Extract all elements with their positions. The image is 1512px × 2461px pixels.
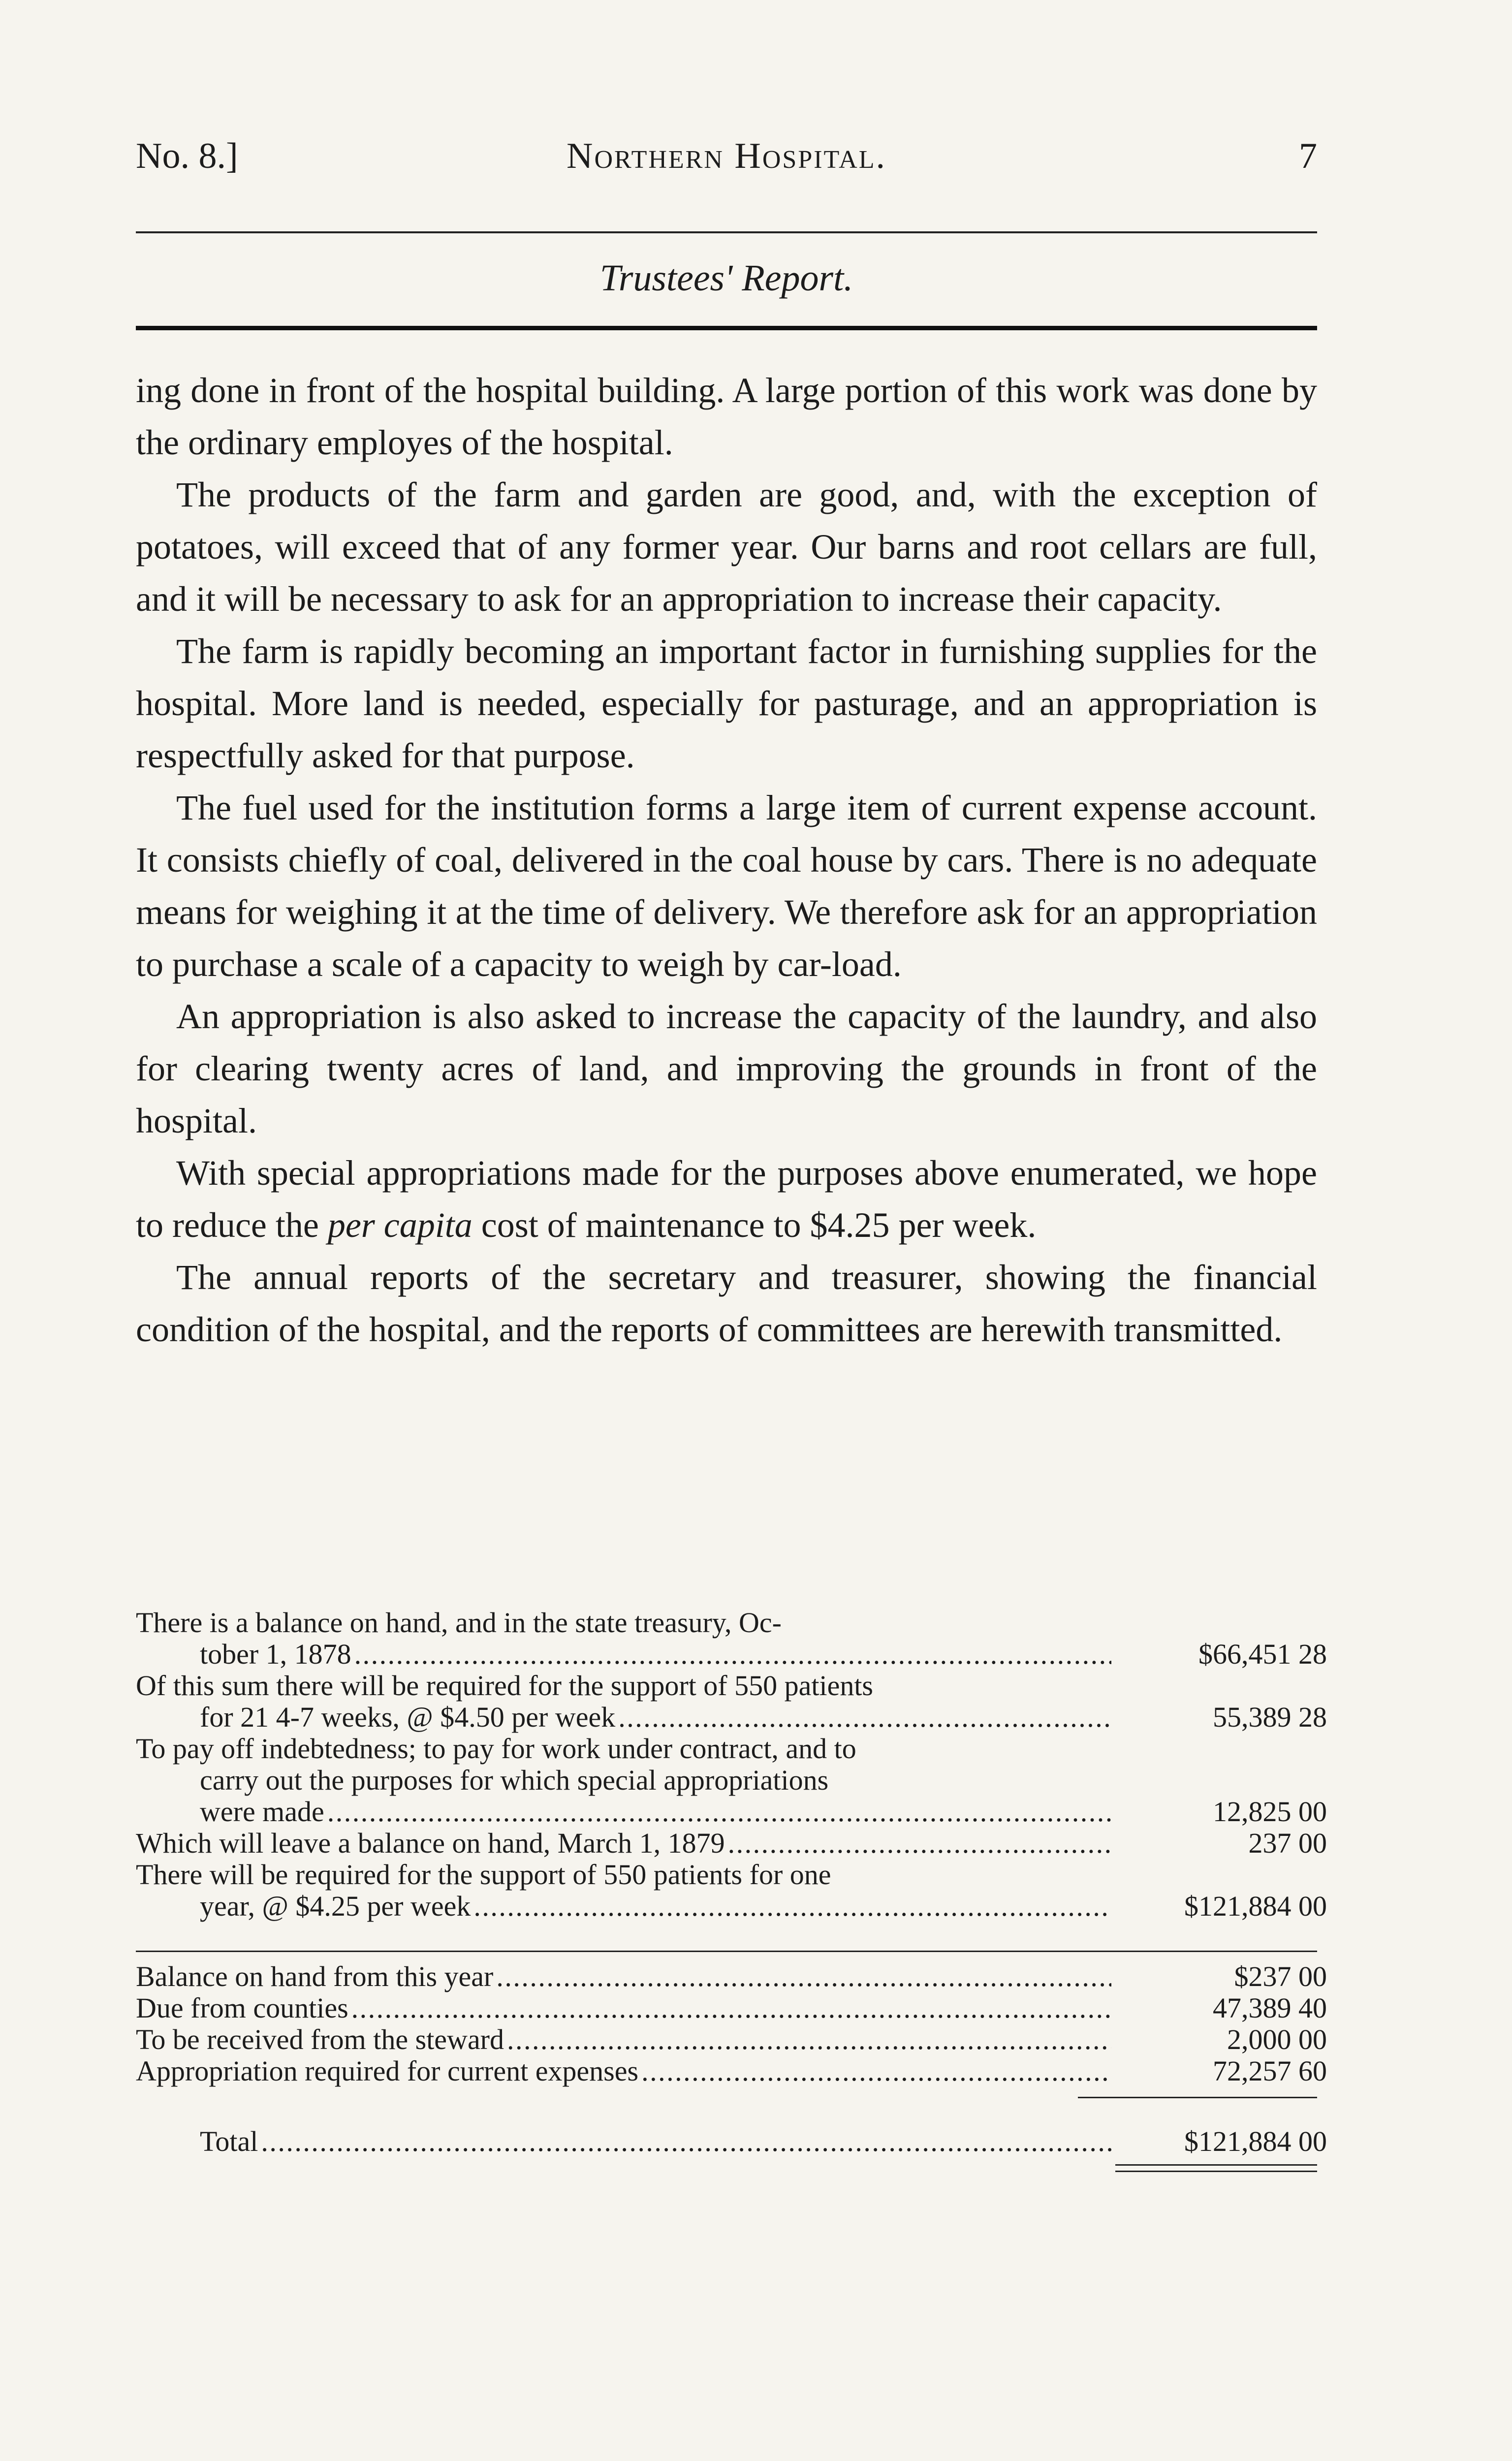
- paragraph: [136, 1147, 1317, 1251]
- breakdown-row: [136, 2024, 1327, 2055]
- paragraph: The fuel used for the institution forms a large item of current expense account. It consists chiefly of coal, delivered in the coal house by cars. There is no adequate means for weighing it at the time of delivery. We therefore ask for an appropriation to purchase a scale of a capacity to weigh by car-load.: [136, 788, 1317, 984]
- paragraph: ing done in front of the hospital building. A large portion of this work was done by the ordinary employes of the hospital.: [136, 371, 1317, 462]
- paragraph: The products of the farm and garden are good, and, with the exception of potatoes, will exceed that of any former year. Our barns and root cellars are full, and it will be necessary to ask for an appropriation to increase their capacity.: [136, 475, 1317, 619]
- row-amount: 12,825 00: [1213, 1796, 1327, 1828]
- statement-row: [136, 1607, 1327, 1670]
- dot-leader: [327, 1796, 1111, 1828]
- row-amount: 55,389 28: [1213, 1701, 1327, 1733]
- row-label: Balance on hand from this year: [136, 1960, 494, 1992]
- dot-leader: [728, 1828, 1111, 1859]
- section-title: Trustees' Report.: [599, 257, 853, 299]
- row-label: To be received from the steward: [136, 2023, 504, 2055]
- row-amount: $237 00: [1234, 1960, 1327, 1992]
- total-row: [136, 2126, 1327, 2157]
- dot-leader: [618, 1702, 1111, 1733]
- paragraph: The farm is rapidly becoming an important factor in furnishing supplies for the hospital. More land is needed, especially for pasturage, and an appropriation is respectfully asked for that purpose.: [136, 631, 1317, 775]
- paragraph-text: With special appropriations made for the purposes above enumerated, we hope to reduce the: [136, 1153, 1317, 1245]
- document-number: No. 8.]: [136, 136, 238, 176]
- total-label: Total: [200, 2125, 258, 2157]
- total-amount: $121,884 00: [1184, 2125, 1327, 2157]
- header-rule: [136, 231, 1317, 233]
- statement-row: [136, 1859, 1327, 1922]
- row-amount: 2,000 00: [1227, 2023, 1327, 2055]
- statement-row: [136, 1828, 1327, 1859]
- row-label: Appropriation required for current expenses: [136, 2055, 639, 2087]
- row-amount: 72,257 60: [1213, 2055, 1327, 2087]
- row-label: Of this sum there will be required for the support of 550 patients: [136, 1670, 874, 1702]
- row-label: for 21 4-7 weeks, @ $4.50 per week: [200, 1701, 616, 1733]
- breakdown-row: [136, 1961, 1327, 1992]
- total-double-rule: [1115, 2164, 1317, 2172]
- row-label: carry out the purposes for which special appropriations: [200, 1764, 829, 1796]
- dot-leader: [641, 2055, 1111, 2087]
- page-number: 7: [1299, 136, 1317, 176]
- row-amount: 237 00: [1248, 1827, 1327, 1859]
- row-label: There is a balance on hand, and in the state treasury, Oc-: [136, 1607, 782, 1639]
- row-amount: $121,884 00: [1184, 1890, 1327, 1922]
- row-label: were made: [200, 1796, 324, 1828]
- breakdown-row: [136, 1992, 1327, 2024]
- statement-row: [136, 1670, 1327, 1733]
- dot-leader: [507, 2024, 1111, 2055]
- breakdown-row: [136, 2055, 1327, 2087]
- row-amount: $66,451 28: [1198, 1638, 1327, 1670]
- row-label: There will be required for the support of 550 patients for one: [136, 1859, 831, 1891]
- row-label: tober 1, 1878: [200, 1638, 351, 1670]
- paragraph: An appropriation is also asked to increase the capacity of the laundry, and also for clearing twenty acres of land, and improving the grounds in front of the hospital.: [136, 997, 1317, 1140]
- dot-leader: [473, 1891, 1111, 1922]
- running-head: [136, 129, 1317, 183]
- dot-leader: [354, 1639, 1111, 1670]
- dot-leader: [351, 1992, 1111, 2024]
- row-label: Due from counties: [136, 1992, 348, 2024]
- row-amount: 47,389 40: [1213, 1992, 1327, 2024]
- body-text: [136, 364, 1317, 1356]
- running-title: Northern Hospital.: [567, 136, 886, 176]
- paragraph-text: cost of maintenance to $4.25 per week.: [472, 1205, 1037, 1245]
- header-heavy-rule: [136, 326, 1317, 330]
- row-label: To pay off indebtedness; to pay for work under contract, and to: [136, 1733, 856, 1765]
- dot-leader: [261, 2126, 1111, 2157]
- row-label: year, @ $4.25 per week: [200, 1890, 471, 1922]
- paragraph: The annual reports of the secretary and treasurer, showing the financial condition of the hospital, and the reports of committees are herewith transmitted.: [136, 1258, 1317, 1349]
- statement-row: [136, 1733, 1327, 1828]
- dot-leader: [496, 1961, 1111, 1992]
- financial-statement: [136, 1607, 1327, 2172]
- italic-term: per capita: [327, 1205, 472, 1245]
- row-label: Which will leave a balance on hand, March 1, 1879: [136, 1827, 725, 1859]
